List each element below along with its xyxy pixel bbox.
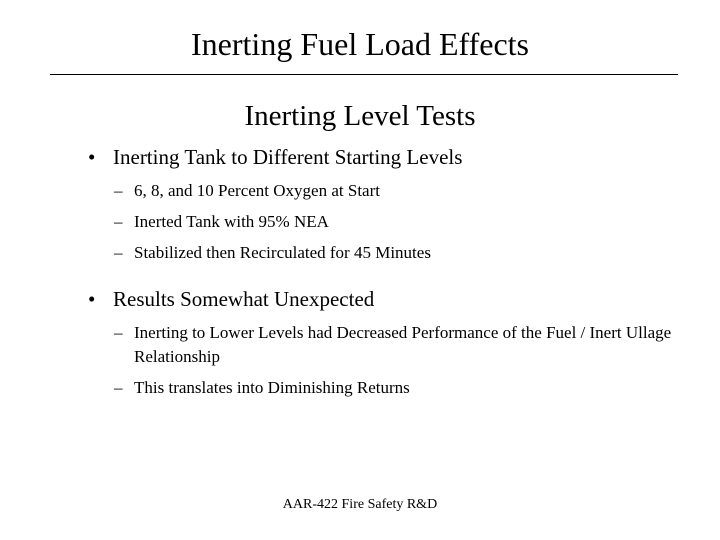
title-divider: [50, 74, 678, 75]
sub-bullet-list: [104, 321, 688, 400]
bullet-item: [88, 285, 688, 400]
sub-bullet-item: [104, 210, 688, 234]
sub-bullet-text: Inerted Tank with 95% NEA: [134, 212, 329, 231]
sub-bullet-text: This translates into Diminishing Returns: [134, 378, 410, 397]
sub-bullet-list: [104, 179, 688, 265]
sub-bullet-item: [104, 376, 688, 400]
bullet-text: Inerting Tank to Different Starting Levels: [113, 145, 463, 169]
bullet-icon: •: [88, 145, 96, 169]
sub-bullet-item: [104, 241, 688, 265]
dash-icon: –: [114, 323, 123, 342]
sub-bullet-item: [104, 179, 688, 203]
bullet-icon: •: [88, 287, 96, 311]
bullet-text: Results Somewhat Unexpected: [113, 287, 375, 311]
slide-title: Inerting Fuel Load Effects: [191, 26, 529, 62]
slide-subtitle: Inerting Level Tests: [244, 100, 476, 132]
sub-bullet-item: [104, 321, 688, 369]
sub-bullet-text: Inerting to Lower Levels had Decreased Performance of the Fuel / Inert Ullage Relationship: [134, 323, 672, 366]
dash-icon: –: [114, 212, 123, 231]
bullet-list: [88, 143, 688, 407]
dash-icon: –: [114, 181, 123, 200]
slide-footer: AAR-422 Fire Safety R&D: [282, 497, 438, 512]
dash-icon: –: [114, 378, 123, 397]
dash-icon: –: [114, 243, 123, 262]
sub-bullet-text: Stabilized then Recirculated for 45 Minutes: [134, 243, 431, 262]
sub-bullet-text: 6, 8, and 10 Percent Oxygen at Start: [134, 181, 380, 200]
bullet-item: [88, 143, 688, 265]
